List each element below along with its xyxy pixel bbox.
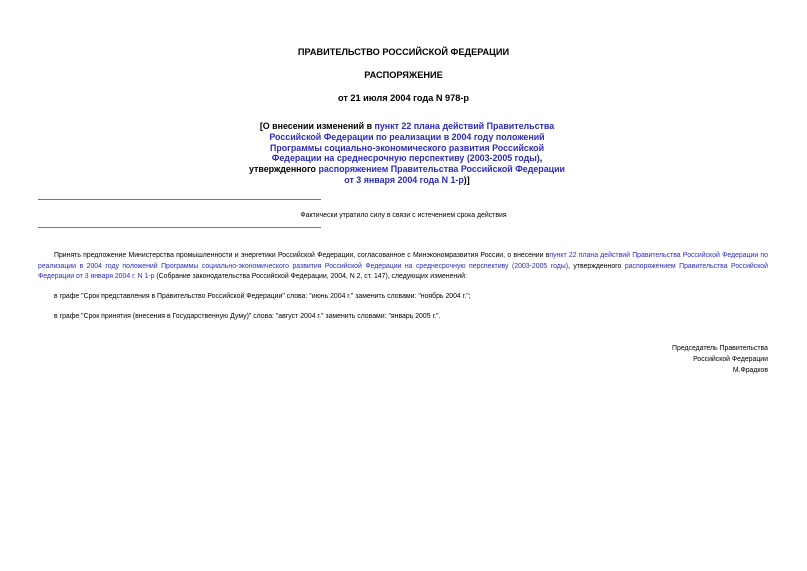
body-paragraph-2: в графе "Срок представления в Правительство Российской Федерации" слова: "июнь 2004 г." заменить словами: "ноябрь 2004 г."; [54,293,471,300]
title-link-plan-item[interactable]: пункт 22 плана действий Правительства Российской Федерации по реализации в 2004 году положений Программы социально-экономического развития Российской Федерации на среднесрочную перспективу (2003-2005 годы) [269,121,555,164]
title-link-order[interactable]: распоряжением Правительства Российской Федерации от 3 января 2004 года N 1-р [318,164,566,185]
status-note: Фактически утратило силу в связи с истечением срока действия [300,212,507,219]
government-heading: ПРАВИТЕЛЬСТВО РОССИЙСКОЙ ФЕДЕРАЦИИ [297,47,510,57]
p1-text-middle: , утвержденного [568,262,625,270]
body-paragraph-1 [38,251,768,283]
p1-text-start: Принять предложение Министерства промышленности и энергетики Российской Федерации, согласованное с Минэкономразвития России, о внесении в [54,252,550,259]
signature-title-line-1: Председатель Правительства [672,345,768,352]
title-prefix: [О внесении изменений в [259,121,375,131]
divider-top [38,199,321,200]
document-date-number: от 21 июля 2004 года N 978-р [337,93,470,103]
signature-name: М.Фрадков [732,367,768,374]
p1-link-plan-item[interactable]: пункт 22 плана действий Правительства Российской Федерации по реализации в 2004 году положений Программы социально-экономического развития Российской Федерации на среднесрочную перспективу (2003-2005 годы) [38,252,768,270]
signature-title-line-2: Российской Федерации [693,356,768,363]
signature-block [672,343,768,376]
p1-link-order[interactable]: распоряжением Правительства Российской Федерации от 3 января 2004 г. N 1-р [38,262,768,280]
p1-text-end: (Собрание законодательства Российской Федерации, 2004, N 2, ст. 147), следующих изменений: [154,273,467,280]
document-type: РАСПОРЯЖЕНИЕ [364,70,443,80]
title-suffix: )] [463,174,470,185]
title-middle: , утвержденного [248,153,543,175]
document-title [248,121,566,186]
divider-bottom [38,227,321,228]
body-paragraph-3: в графе "Срок принятия (внесения в Государственную Думу)" слова: "август 2004 г." заменить словами: "январь 2005 г.". [54,313,441,320]
